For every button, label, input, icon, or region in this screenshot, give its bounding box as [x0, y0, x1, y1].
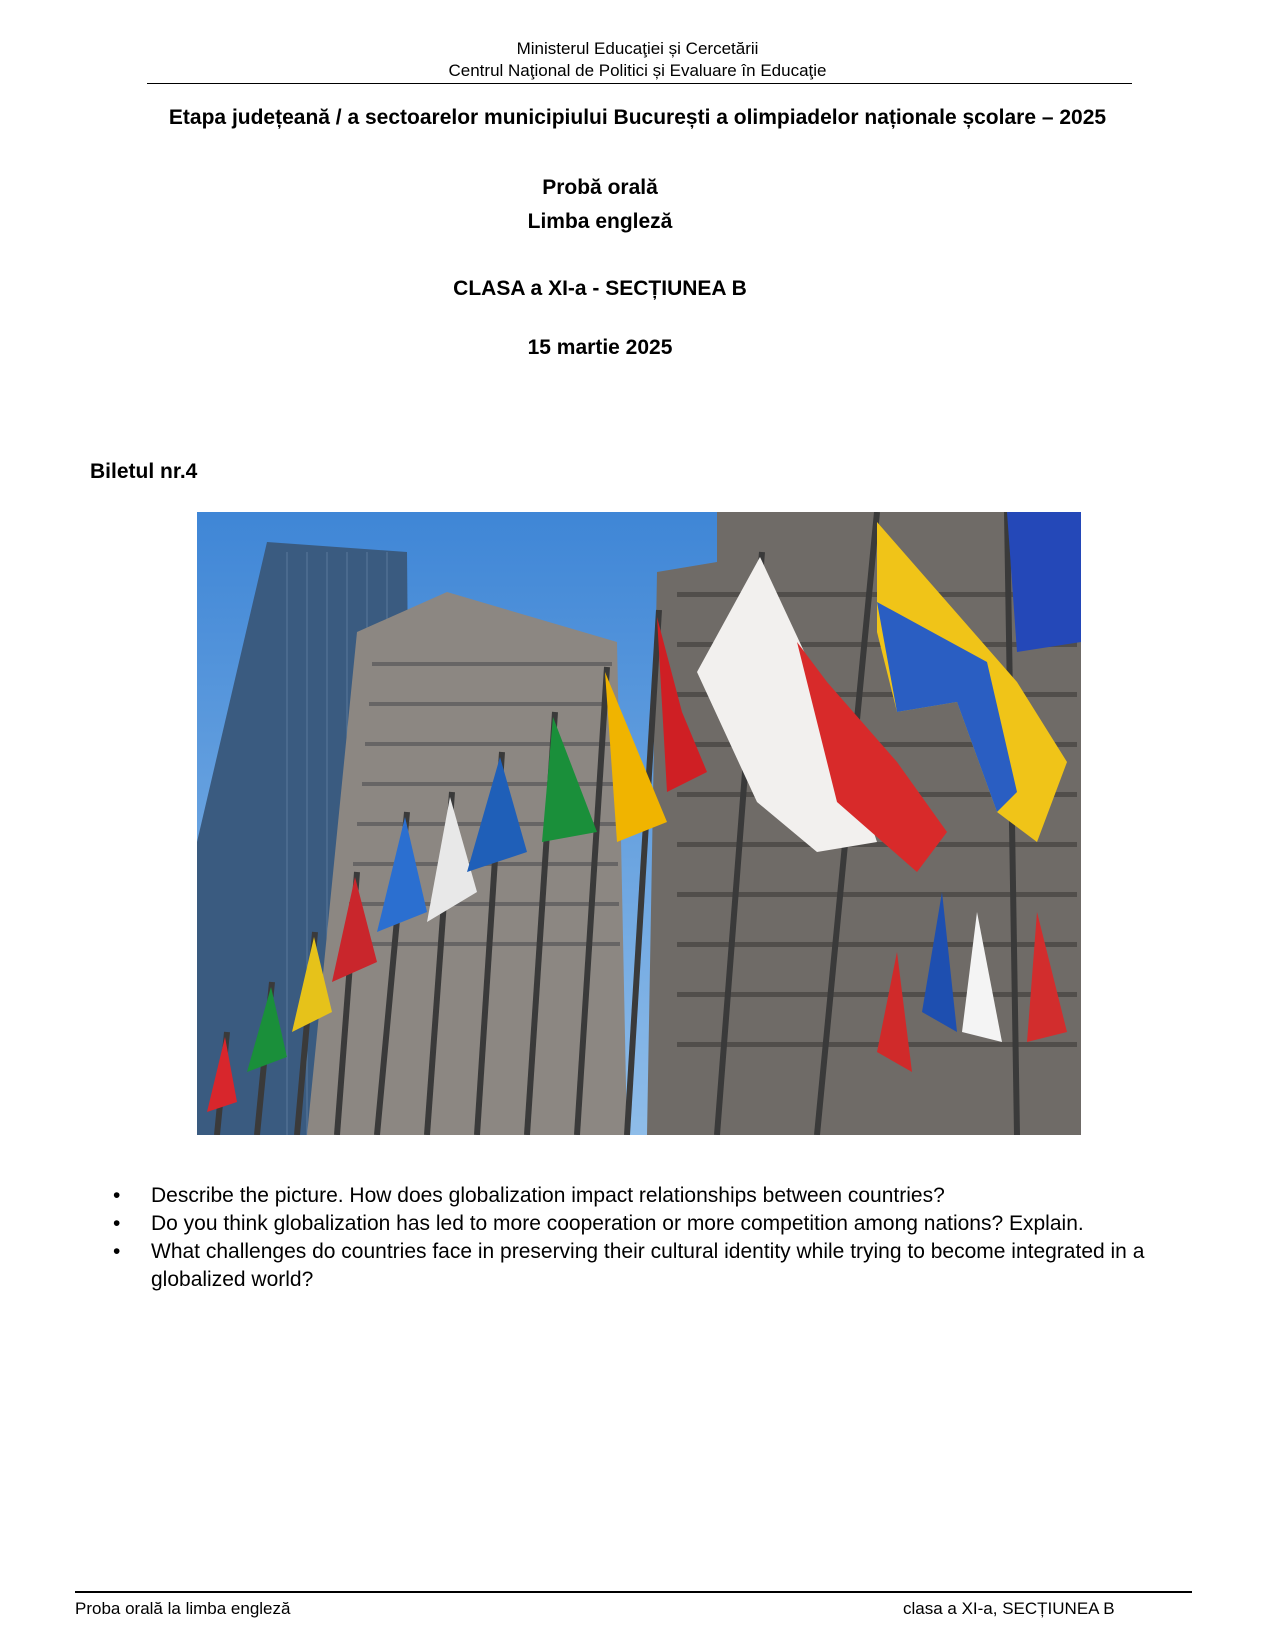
ministry-name: Ministerul Educaţiei și Cercetării: [516, 39, 759, 58]
footer-subject: Proba orală la limba engleză: [75, 1599, 291, 1618]
bullet-icon: •: [113, 1212, 121, 1235]
ticket-number: Biletul nr.4: [90, 460, 198, 483]
list-item: [113, 1182, 1213, 1210]
question-text: Do you think globalization has led to more cooperation or more competition among nations? Explain.: [151, 1212, 1084, 1235]
bullet-icon: •: [113, 1240, 121, 1263]
class-section: CLASA a XI-a - SECȚIUNEA B: [453, 277, 747, 300]
footer-class: clasa a XI-a, SECȚIUNEA B: [903, 1599, 1115, 1618]
question-text: What challenges do countries face in preserving their cultural identity while trying to become integrated in a globalized world?: [151, 1240, 1145, 1291]
exam-date: 15 martie 2025: [527, 336, 673, 359]
flags-illustration: [197, 512, 1081, 1135]
exam-subject: Limba engleză: [527, 210, 673, 233]
olympiad-title: Etapa județeană / a sectoarelor municipiului București a olimpiadelor naționale școlare – 2025: [168, 106, 1107, 129]
question-list: [113, 1182, 1213, 1294]
question-text: Describe the picture. How does globalization impact relationships between countries?: [151, 1184, 945, 1207]
header-divider: [147, 83, 1132, 84]
center-name: Centrul Naţional de Politici și Evaluare în Educaţie: [448, 61, 827, 80]
footer-divider: [75, 1591, 1192, 1593]
list-item: [113, 1238, 1213, 1294]
bullet-icon: •: [113, 1184, 121, 1207]
exam-type: Probă orală: [542, 176, 658, 199]
flags-photo: [197, 512, 1081, 1135]
list-item: [113, 1210, 1213, 1238]
